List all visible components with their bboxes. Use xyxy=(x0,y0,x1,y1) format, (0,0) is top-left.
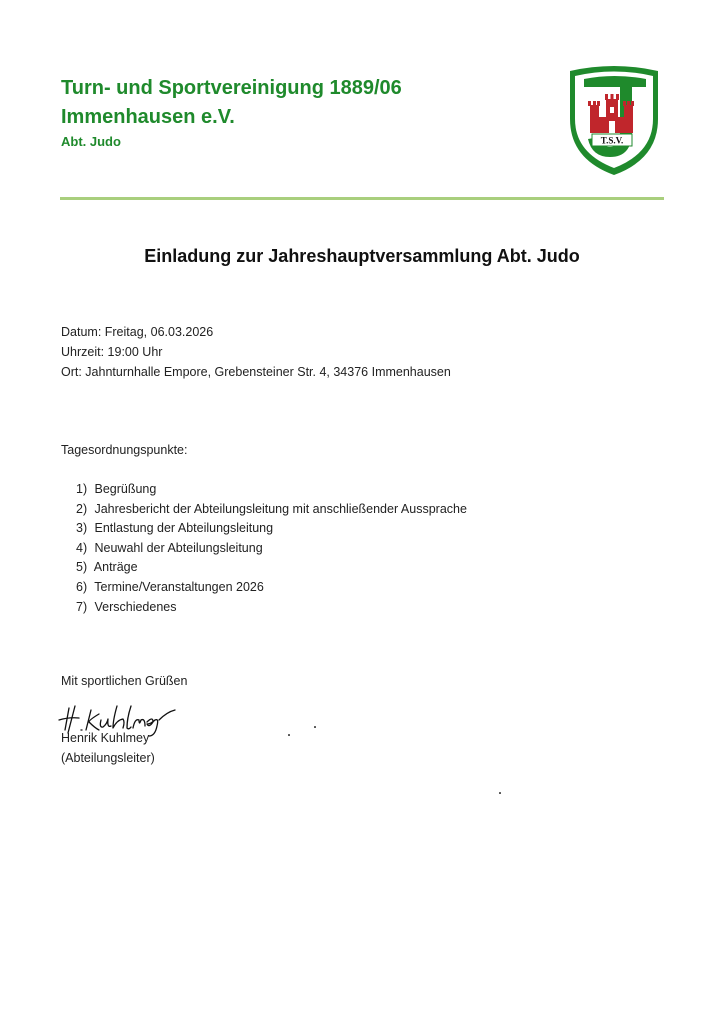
document-title: Einladung zur Jahreshauptversammlung Abt. Judo xyxy=(144,246,580,266)
agenda-item-number: 6) xyxy=(76,579,88,594)
agenda-item-text: Anträge xyxy=(93,560,138,575)
meeting-place: Ort: Jahnturnhalle Empore, Grebensteiner Str. 4, 34376 Immenhausen xyxy=(61,365,451,379)
scan-speck xyxy=(288,734,290,736)
agenda-item xyxy=(76,558,467,578)
org-name-line2: Immenhausen e.V. xyxy=(61,106,235,128)
agenda-item-number: 5) xyxy=(76,560,88,575)
header-divider xyxy=(60,197,664,200)
agenda-item xyxy=(76,539,467,559)
org-name-line1: Turn- und Sportvereinigung 1889/06 xyxy=(61,77,402,99)
logo-text: T.S.V. xyxy=(600,135,624,146)
scan-speck xyxy=(314,726,316,728)
closing-greeting: Mit sportlichen Grüßen xyxy=(61,674,188,688)
department-label: Abt. Judo xyxy=(61,134,121,149)
agenda-item-text: Begrüßung xyxy=(94,482,157,496)
agenda-item xyxy=(76,480,467,500)
agenda-item-text: Jahresbericht der Abteilungsleitung mit anschließender Aussprache xyxy=(94,501,467,516)
agenda-item-number: 1) xyxy=(76,482,88,496)
tsv-crest-icon xyxy=(566,65,662,177)
agenda-item-number: 7) xyxy=(76,599,88,614)
agenda-item-number: 2) xyxy=(76,501,88,516)
agenda-list xyxy=(76,480,467,617)
agenda-item-text: Entlastung der Abteilungsleitung xyxy=(94,521,274,536)
signer-role: (Abteilungsleiter) xyxy=(61,751,155,765)
agenda-item xyxy=(76,578,467,598)
meeting-date: Datum: Freitag, 06.03.2026 xyxy=(61,325,214,339)
agenda-item-text: Neuwahl der Abteilungsleitung xyxy=(94,540,263,555)
agenda-item-number: 3) xyxy=(76,521,88,536)
meeting-time: Uhrzeit: 19:00 Uhr xyxy=(61,345,163,359)
scan-speck xyxy=(499,792,501,794)
agenda-heading: Tagesordnungspunkte: xyxy=(61,443,188,457)
signer-name: Henrik Kuhlmey xyxy=(61,731,150,745)
agenda-item-text: Termine/Veranstaltungen 2026 xyxy=(94,579,264,594)
agenda-item xyxy=(76,598,467,618)
agenda-item-number: 4) xyxy=(76,540,88,555)
agenda-item-text: Verschiedenes xyxy=(94,599,177,614)
agenda-item xyxy=(76,500,467,520)
agenda-item xyxy=(76,519,467,539)
